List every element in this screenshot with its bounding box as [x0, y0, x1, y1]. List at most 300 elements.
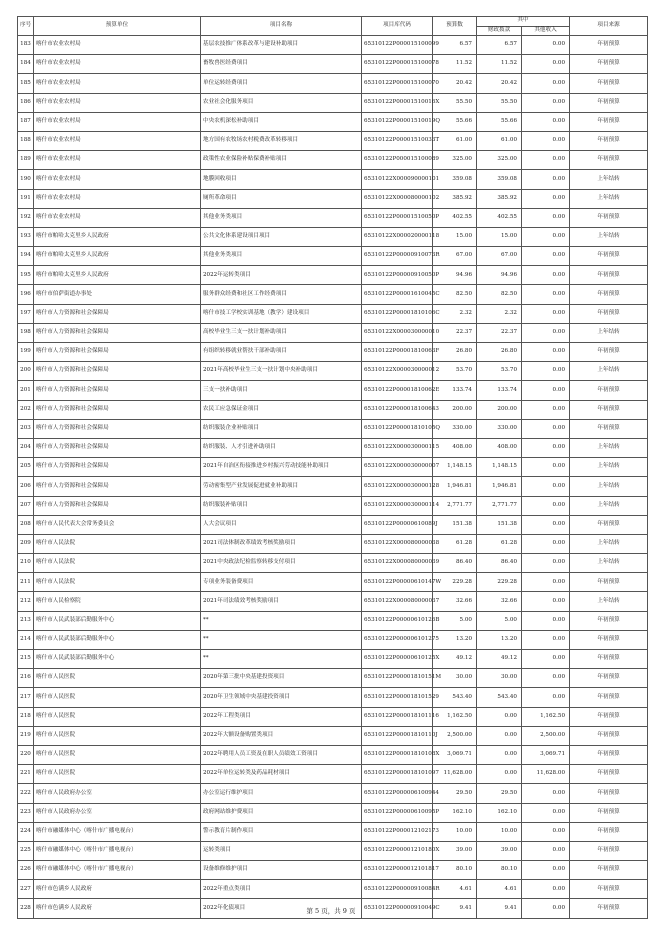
row-code: 65310122X000030000128	[362, 477, 433, 496]
row-code: 65310122X000080000039	[362, 554, 433, 573]
row-seq: 210	[18, 554, 34, 573]
row-project: 人大会议项目	[201, 515, 362, 534]
row-unit: 喀什市人力资源和社会保障局	[34, 400, 201, 419]
row-budget: 200.00	[433, 400, 477, 419]
row-seq: 219	[18, 726, 34, 745]
row-other: 0.00	[522, 189, 570, 208]
header-other: 其他收入	[522, 26, 570, 36]
row-project: 厕所革命项目	[201, 189, 362, 208]
row-code: 65310122X000030000007	[362, 458, 433, 477]
row-seq: 189	[18, 151, 34, 170]
header-project: 项目名称	[201, 17, 362, 36]
table-row	[18, 381, 648, 400]
budget-table	[17, 16, 648, 919]
row-code: 65310122X000030000115	[362, 438, 433, 457]
row-code: 65310122P00000910050P	[362, 266, 433, 285]
row-fiscal: 10.00	[477, 822, 522, 841]
row-budget: 61.00	[433, 131, 477, 150]
row-source: 年初预算	[570, 841, 648, 860]
row-seq: 196	[18, 285, 34, 304]
row-fiscal: 49.12	[477, 650, 522, 669]
table-row	[18, 247, 648, 266]
row-code: 65310122P000015100070	[362, 74, 433, 93]
row-source: 年初预算	[570, 515, 648, 534]
table-row	[18, 534, 648, 553]
table-row	[18, 611, 648, 630]
row-code: 65310122P000018101116	[362, 707, 433, 726]
table-row	[18, 112, 648, 131]
row-unit: 喀什市人民武装部后勤服务中心	[34, 611, 201, 630]
row-code: 65310122P00001810105Q	[362, 419, 433, 438]
row-project: 政府网站维护费项目	[201, 803, 362, 822]
row-project: 2022年运转类项目	[201, 266, 362, 285]
row-budget: 229.28	[433, 573, 477, 592]
row-fiscal: 359.08	[477, 170, 522, 189]
row-project: 纺织服装补贴项目	[201, 496, 362, 515]
row-unit: 喀什市帕哈太克里乡人民政府	[34, 227, 201, 246]
table-row	[18, 343, 648, 362]
row-unit: 喀什市农业农村局	[34, 208, 201, 227]
row-code: 65310122P00001810106C	[362, 304, 433, 323]
row-fiscal: 39.00	[477, 841, 522, 860]
row-budget: 1,148.15	[433, 458, 477, 477]
row-project: 2022年聘用人员工资及在职人员绩效工资项目	[201, 745, 362, 764]
row-other: 0.00	[522, 323, 570, 342]
row-seq: 195	[18, 266, 34, 285]
row-project: 畜牧兽医经费项目	[201, 55, 362, 74]
row-source: 上年结转	[570, 438, 648, 457]
row-seq: 201	[18, 381, 34, 400]
row-seq: 204	[18, 438, 34, 457]
row-budget: 385.92	[433, 189, 477, 208]
row-fiscal: 15.00	[477, 227, 522, 246]
table-row	[18, 803, 648, 822]
row-other: 0.00	[522, 477, 570, 496]
row-source: 上年结转	[570, 477, 648, 496]
table-body	[18, 36, 648, 919]
table-row	[18, 458, 648, 477]
table-row	[18, 669, 648, 688]
row-other: 0.00	[522, 112, 570, 131]
row-unit: 喀什市融媒体中心（喀什市广播电视台）	[34, 822, 201, 841]
row-other: 2,500.00	[522, 726, 570, 745]
row-unit: 喀什市农业农村局	[34, 151, 201, 170]
row-budget: 67.00	[433, 247, 477, 266]
row-unit: 喀什市人民法院	[34, 534, 201, 553]
row-seq: 197	[18, 304, 34, 323]
row-code: 65310122P00001810110J	[362, 726, 433, 745]
row-unit: 喀什市人力资源和社会保障局	[34, 458, 201, 477]
row-project: 纺织服装、人才引进补助项目	[201, 438, 362, 457]
row-code: 65310122P00001510033T	[362, 131, 433, 150]
row-fiscal: 162.10	[477, 803, 522, 822]
row-code: 65310122X000020000118	[362, 227, 433, 246]
row-fiscal: 11.52	[477, 55, 522, 74]
row-seq: 222	[18, 784, 34, 803]
table-row	[18, 592, 648, 611]
row-budget: 2,500.00	[433, 726, 477, 745]
row-other: 3,069.71	[522, 745, 570, 764]
row-code: 65310122P000018100643	[362, 400, 433, 419]
row-other: 0.00	[522, 669, 570, 688]
table-row	[18, 74, 648, 93]
row-other: 0.00	[522, 784, 570, 803]
row-fiscal: 0.00	[477, 765, 522, 784]
row-budget: 30.00	[433, 669, 477, 688]
table-row	[18, 784, 648, 803]
table-row	[18, 688, 648, 707]
row-unit: 喀什市农业农村局	[34, 74, 201, 93]
row-seq: 198	[18, 323, 34, 342]
row-fiscal: 26.80	[477, 343, 522, 362]
row-other: 0.00	[522, 93, 570, 112]
row-source: 上年结转	[570, 362, 648, 381]
row-fiscal: 22.37	[477, 323, 522, 342]
row-seq: 207	[18, 496, 34, 515]
row-unit: 喀什市帕哈太克里乡人民政府	[34, 266, 201, 285]
row-source: 年初预算	[570, 880, 648, 899]
row-other: 0.00	[522, 36, 570, 55]
row-code: 65310122X000080000038	[362, 534, 433, 553]
row-project: 基层农技推广体系改革与建设补助项目	[201, 36, 362, 55]
row-budget: 11,628.00	[433, 765, 477, 784]
row-unit: 喀什市人民武装部后勤服务中心	[34, 630, 201, 649]
table-row	[18, 650, 648, 669]
row-seq: 220	[18, 745, 34, 764]
row-project: 2020年卫生领域中央基建投资项目	[201, 688, 362, 707]
row-seq: 214	[18, 630, 34, 649]
table-row	[18, 841, 648, 860]
row-source: 上年结转	[570, 496, 648, 515]
row-unit: 喀什市人民医院	[34, 745, 201, 764]
row-project: 喀什市技工学校实训基地（教学）建设项目	[201, 304, 362, 323]
row-fiscal: 80.10	[477, 861, 522, 880]
row-code: 65310122P00000910084R	[362, 880, 433, 899]
row-other: 0.00	[522, 227, 570, 246]
row-project: 2021司法体制改革绩效考核奖励项目	[201, 534, 362, 553]
row-source: 年初预算	[570, 55, 648, 74]
row-code: 65310122P00000610089J	[362, 515, 433, 534]
row-other: 0.00	[522, 880, 570, 899]
row-unit: 喀什市人民法院	[34, 554, 201, 573]
table-row	[18, 227, 648, 246]
table-row	[18, 765, 648, 784]
row-source: 年初预算	[570, 400, 648, 419]
row-source: 年初预算	[570, 899, 648, 918]
row-code: 65310122P00000610147W	[362, 573, 433, 592]
table-row	[18, 707, 648, 726]
row-fiscal: 385.92	[477, 189, 522, 208]
row-unit: 喀什市人民法院	[34, 573, 201, 592]
row-project: 2021年自治区衔接推进乡村振兴劳动技能补助项目	[201, 458, 362, 477]
row-budget: 13.20	[433, 630, 477, 649]
row-unit: 喀什市农业农村局	[34, 93, 201, 112]
table-row	[18, 726, 648, 745]
row-unit: 喀什市人民代表大会常务委员会	[34, 515, 201, 534]
row-project: 政策性农业保险补贴保费补贴项目	[201, 151, 362, 170]
table-row	[18, 189, 648, 208]
row-project: 2022年单位运转类及药品耗材项目	[201, 765, 362, 784]
row-other: 1,162.50	[522, 707, 570, 726]
row-source: 年初预算	[570, 861, 648, 880]
row-source: 上年结转	[570, 534, 648, 553]
row-seq: 225	[18, 841, 34, 860]
row-code: 65310122P00001510019Q	[362, 112, 433, 131]
row-seq: 212	[18, 592, 34, 611]
row-budget: 1,162.50	[433, 707, 477, 726]
row-fiscal: 0.00	[477, 707, 522, 726]
table-row	[18, 745, 648, 764]
row-seq: 213	[18, 611, 34, 630]
row-source: 年初预算	[570, 74, 648, 93]
table-row	[18, 55, 648, 74]
row-budget: 5.00	[433, 611, 477, 630]
row-seq: 227	[18, 880, 34, 899]
row-seq: 188	[18, 131, 34, 150]
row-other: 0.00	[522, 266, 570, 285]
table-row	[18, 419, 648, 438]
table-row	[18, 266, 648, 285]
row-code: 65310122P00001810063F	[362, 343, 433, 362]
row-budget: 6.57	[433, 36, 477, 55]
row-budget: 543.40	[433, 688, 477, 707]
row-seq: 194	[18, 247, 34, 266]
row-project: 2022年重点类项目	[201, 880, 362, 899]
row-fiscal: 1,148.15	[477, 458, 522, 477]
row-other: 0.00	[522, 55, 570, 74]
row-project: 2021中央政法纪检监察转移支付项目	[201, 554, 362, 573]
table-row	[18, 36, 648, 55]
row-unit: 喀什市人民医院	[34, 707, 201, 726]
row-other: 0.00	[522, 630, 570, 649]
row-budget: 32.66	[433, 592, 477, 611]
row-source: 年初预算	[570, 765, 648, 784]
row-source: 上年结转	[570, 189, 648, 208]
row-code: 65310122P00001210180X	[362, 841, 433, 860]
row-budget: 29.50	[433, 784, 477, 803]
row-other: 0.00	[522, 822, 570, 841]
row-code: 65310122P00000910049C	[362, 899, 433, 918]
row-other: 11,628.00	[522, 765, 570, 784]
row-source: 上年结转	[570, 458, 648, 477]
row-fiscal: 2.32	[477, 304, 522, 323]
row-budget: 325.00	[433, 151, 477, 170]
table-row	[18, 151, 648, 170]
row-budget: 4.61	[433, 880, 477, 899]
row-code: 65310122X000080000102	[362, 189, 433, 208]
row-budget: 133.74	[433, 381, 477, 400]
row-unit: 喀什市人民医院	[34, 765, 201, 784]
row-seq: 217	[18, 688, 34, 707]
row-seq: 218	[18, 707, 34, 726]
row-seq: 200	[18, 362, 34, 381]
row-other: 0.00	[522, 861, 570, 880]
row-seq: 215	[18, 650, 34, 669]
row-source: 上年结转	[570, 592, 648, 611]
row-source: 年初预算	[570, 573, 648, 592]
row-project: 三支一扶补助项目	[201, 381, 362, 400]
row-project: 有组织转移就业帮扶干部补助项目	[201, 343, 362, 362]
row-budget: 2.32	[433, 304, 477, 323]
row-project: 其他业务类项目	[201, 247, 362, 266]
row-code: 65310122P00000610126B	[362, 611, 433, 630]
row-code: 65310122P000012102173	[362, 822, 433, 841]
header-unit: 预算单位	[34, 17, 201, 36]
table-row	[18, 438, 648, 457]
row-code: 65310122P000015100078	[362, 55, 433, 74]
table-row	[18, 861, 648, 880]
row-code: 65310122X000080000037	[362, 592, 433, 611]
row-fiscal: 20.42	[477, 74, 522, 93]
row-project: 其他业务类项目	[201, 208, 362, 227]
row-fiscal: 6.57	[477, 36, 522, 55]
row-source: 上年结转	[570, 170, 648, 189]
row-fiscal: 29.50	[477, 784, 522, 803]
row-project: 2020年第三批中央基建投资项目	[201, 669, 362, 688]
row-fiscal: 55.50	[477, 93, 522, 112]
row-other: 0.00	[522, 208, 570, 227]
row-seq: 193	[18, 227, 34, 246]
table-row	[18, 304, 648, 323]
row-source: 年初预算	[570, 419, 648, 438]
row-fiscal: 30.00	[477, 669, 522, 688]
table-row	[18, 515, 648, 534]
row-other: 0.00	[522, 841, 570, 860]
table-row	[18, 285, 648, 304]
row-seq: 185	[18, 74, 34, 93]
table-row	[18, 208, 648, 227]
row-fiscal: 133.74	[477, 381, 522, 400]
row-budget: 330.00	[433, 419, 477, 438]
row-code: 65310122X000030000114	[362, 496, 433, 515]
row-unit: 喀什市人民政府办公室	[34, 803, 201, 822]
row-seq: 184	[18, 55, 34, 74]
row-other: 0.00	[522, 74, 570, 93]
row-fiscal: 4.61	[477, 880, 522, 899]
row-budget: 20.42	[433, 74, 477, 93]
row-other: 0.00	[522, 285, 570, 304]
row-project: **	[201, 630, 362, 649]
row-budget: 39.00	[433, 841, 477, 860]
row-source: 年初预算	[570, 688, 648, 707]
row-other: 0.00	[522, 592, 570, 611]
row-source: 年初预算	[570, 630, 648, 649]
row-fiscal: 32.66	[477, 592, 522, 611]
row-source: 年初预算	[570, 707, 648, 726]
row-code: 65310122P00001510050P	[362, 208, 433, 227]
row-fiscal: 86.40	[477, 554, 522, 573]
row-code: 65310122P00001510016X	[362, 93, 433, 112]
row-fiscal: 61.00	[477, 131, 522, 150]
row-other: 0.00	[522, 688, 570, 707]
row-source: 年初预算	[570, 151, 648, 170]
row-fiscal: 61.28	[477, 534, 522, 553]
row-fiscal: 325.00	[477, 151, 522, 170]
header-code: 项目库代码	[362, 17, 433, 36]
row-fiscal: 402.55	[477, 208, 522, 227]
table-row	[18, 822, 648, 841]
row-fiscal: 151.38	[477, 515, 522, 534]
row-seq: 209	[18, 534, 34, 553]
row-other: 0.00	[522, 458, 570, 477]
row-other: 0.00	[522, 534, 570, 553]
row-seq: 226	[18, 861, 34, 880]
row-unit: 喀什市人力资源和社会保障局	[34, 419, 201, 438]
row-unit: 喀什市融媒体中心（喀什市广播电视台）	[34, 861, 201, 880]
row-unit: 喀什市人民医院	[34, 669, 201, 688]
row-seq: 205	[18, 458, 34, 477]
row-project: 地膜回收项目	[201, 170, 362, 189]
row-fiscal: 13.20	[477, 630, 522, 649]
row-unit: 喀什市人力资源和社会保障局	[34, 323, 201, 342]
row-code: 65310122X000030000012	[362, 362, 433, 381]
row-project: 服务群众经费和社区工作经费项目	[201, 285, 362, 304]
row-unit: 喀什市农业农村局	[34, 131, 201, 150]
row-other: 0.00	[522, 304, 570, 323]
row-source: 年初预算	[570, 650, 648, 669]
row-project: 劳动密集型产业发展促进就业补助项目	[201, 477, 362, 496]
row-fiscal: 229.28	[477, 573, 522, 592]
row-code: 65310122P000006101275	[362, 630, 433, 649]
row-project: **	[201, 650, 362, 669]
row-seq: 228	[18, 899, 34, 918]
row-code: 65310122P00001810062E	[362, 381, 433, 400]
row-source: 年初预算	[570, 266, 648, 285]
row-source: 年初预算	[570, 381, 648, 400]
row-seq: 199	[18, 343, 34, 362]
row-code: 65310122P00000610095P	[362, 803, 433, 822]
row-fiscal: 2,771.77	[477, 496, 522, 515]
row-project: 设备维修维护项目	[201, 861, 362, 880]
row-project: 农民工应急保证金项目	[201, 400, 362, 419]
row-budget: 22.37	[433, 323, 477, 342]
row-seq: 211	[18, 573, 34, 592]
row-project: 2021年高校毕业生三支一扶计划中央补助项目	[201, 362, 362, 381]
row-source: 年初预算	[570, 93, 648, 112]
table-row	[18, 477, 648, 496]
row-budget: 94.96	[433, 266, 477, 285]
row-seq: 203	[18, 419, 34, 438]
row-unit: 喀什市人民检察院	[34, 592, 201, 611]
row-fiscal: 0.00	[477, 745, 522, 764]
row-seq: 202	[18, 400, 34, 419]
row-unit: 喀什市人力资源和社会保障局	[34, 496, 201, 515]
row-other: 0.00	[522, 899, 570, 918]
row-code: 65310122P00001810108X	[362, 745, 433, 764]
row-unit: 喀什市人力资源和社会保障局	[34, 343, 201, 362]
row-code: 65310122P00001810151M	[362, 669, 433, 688]
row-fiscal: 9.41	[477, 899, 522, 918]
table-row	[18, 573, 648, 592]
row-code: 65310122P000012101817	[362, 861, 433, 880]
table-row	[18, 554, 648, 573]
row-budget: 2,771.77	[433, 496, 477, 515]
row-unit: 喀什市人力资源和社会保障局	[34, 438, 201, 457]
row-source: 年初预算	[570, 36, 648, 55]
row-other: 0.00	[522, 438, 570, 457]
row-budget: 55.50	[433, 93, 477, 112]
row-budget: 80.10	[433, 861, 477, 880]
row-seq: 216	[18, 669, 34, 688]
row-fiscal: 408.00	[477, 438, 522, 457]
row-project: 纺织服装企业补贴项目	[201, 419, 362, 438]
row-project: 2022年工程类项目	[201, 707, 362, 726]
row-budget: 49.12	[433, 650, 477, 669]
row-project: 办公室运行维护项目	[201, 784, 362, 803]
row-budget: 9.41	[433, 899, 477, 918]
table-row	[18, 400, 648, 419]
row-fiscal: 94.96	[477, 266, 522, 285]
